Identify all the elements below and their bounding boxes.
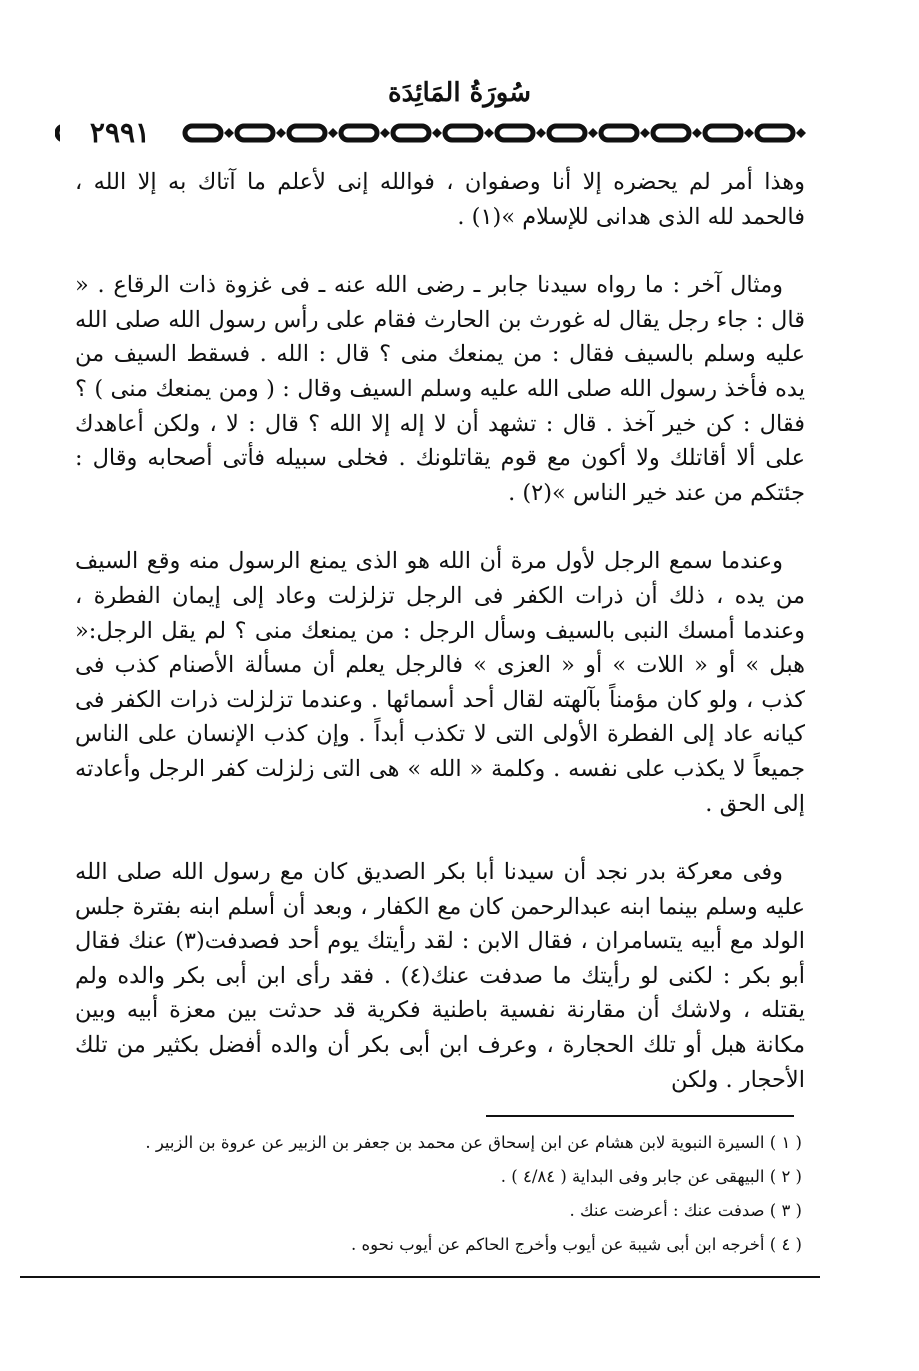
chain-diamond [536, 128, 546, 138]
chain-link [185, 126, 221, 140]
paragraph-3: وعندما سمع الرجل لأول مرة أن الله هو الذى يمنع الرسول منه وقع السيف من يده ، ذلك أن ذرات الكفر فى الرجل تزلزلت وعاد إلى إيمان الفطرة ، وعندما أمسك النبى بالسيف وسأل الرجل : من يمنعك منى ؟ لم يقل الرجل:« هبل » أو « اللات » أو « العزى » فالرجل يعلم أن مسألة الأصنام كذب فى كذب ، ولو كان مؤمناً بآلهته لقال أحد أسمائها . وعندما تزلزلت ذرات الكفر فى كيانه عاد إلى الفطرة الأولى التى لا تكذب أبداً . وإن كذب الإنسان على الناس جميعاً لا يكذب على نفسه . وكلمة « الله » هى التى زلزلت كفر الرجل وأعادته إلى الحق . [75, 548, 805, 817]
chain-diamond [224, 128, 234, 138]
body-text [75, 165, 805, 1097]
chain-link [653, 126, 689, 140]
chain-link [289, 126, 325, 140]
chain-diamond [432, 128, 442, 138]
chain-diamond [380, 128, 390, 138]
chain-link [341, 126, 377, 140]
chain-diamond [484, 128, 494, 138]
chain-link [705, 126, 741, 140]
chain-diamond [640, 128, 650, 138]
chain-link [757, 126, 793, 140]
chain-link [497, 126, 533, 140]
footnote-2: ( ٢ ) البيهقى عن جابر وفى البداية ( ٤/٨٤ ) . [500, 1167, 802, 1186]
chain-diamond [744, 128, 754, 138]
chain-link [445, 126, 481, 140]
chain-link [393, 126, 429, 140]
footnote-divider [486, 1115, 794, 1117]
chain-link [237, 126, 273, 140]
footnote-1: ( ١ ) السيرة النبوية لابن هشام عن ابن إسحاق عن محمد بن جعفر بن الزبير عن عروة بن الزبير . [145, 1133, 802, 1152]
chain-diamond [796, 128, 806, 138]
surah-title: سُورَةُ المَائِدَة [387, 78, 532, 108]
footnotes [120, 1126, 802, 1262]
chain-diamonds [224, 128, 806, 138]
paragraph-4: وفى معركة بدر نجد أن سيدنا أبا بكر الصديق كان مع رسول الله صلى الله عليه وسلم بينما ابنه عبدالرحمن كان مع الكفار ، وبعد أن أسلم ابنه بفترة جلس الولد مع أبيه يتسامران ، فقال الابن : لقد رأيتك يوم أحد فصدفت(٣) عنك فقال أبو بكر : لكنى لو رأيتك ما صدفت عنك(٤) . فقد رأى ابن أبى بكر والده ولم يقتله ، ولاشك أن مقارنة نفسية باطنية فكرية قد حدثت بين معزة أبيه وبين مكانة هبل أو تلك الحجارة ، وعرف ابن أبى بكر أن والده أفضل بكثير من تلك الأحجار . ولكن [75, 859, 805, 1093]
bottom-rule [20, 1276, 820, 1278]
chain-link [549, 126, 585, 140]
paragraph-2: ومثال آخر : ما رواه سيدنا جابر ـ رضى الله عنه ـ فى غزوة ذات الرقاع . « قال : جاء رجل يقال له غورث بن الحارث فقام على رأس رسول الله صلى الله عليه وسلم بالسيف فقال : من يمنعك منى ؟ قال : الله . فسقط السيف من يده فأخذ رسول الله صلى الله عليه وسلم السيف وقال : ( ومن يمنعك منى ) ؟ فقال : كن خير آخذ . قال : تشهد أن لا إله إلا الله ؟ قال : لا ، ولكن أعاهدك على ألا أقاتلك ولا أكون مع قوم يقاتلونك . فخلى سبيله فأتى أصحابه وقال : جئتكم من عند خير الناس »(٢) . [75, 272, 805, 506]
footnote-4: ( ٤ ) أخرجه ابن أبى شيبة عن أيوب وأخرج الحاكم عن أيوب نحوه . [351, 1235, 802, 1254]
chain-diamond [692, 128, 702, 138]
page-number: ٢٩٩١ [60, 118, 180, 148]
chain-link [601, 126, 637, 140]
chain-diamond [328, 128, 338, 138]
paragraph-1: وهذا أمر لم يحضره إلا أنا وصفوان ، فوالله إنى لأعلم ما آتاك به إلا الله ، فالحمد لله الذى هدانى للإسلام »(١) . [75, 169, 805, 230]
chain-diamond [276, 128, 286, 138]
footnote-3: ( ٣ ) صدفت عنك : أعرضت عنك . [569, 1201, 802, 1220]
chain-diamond [588, 128, 598, 138]
